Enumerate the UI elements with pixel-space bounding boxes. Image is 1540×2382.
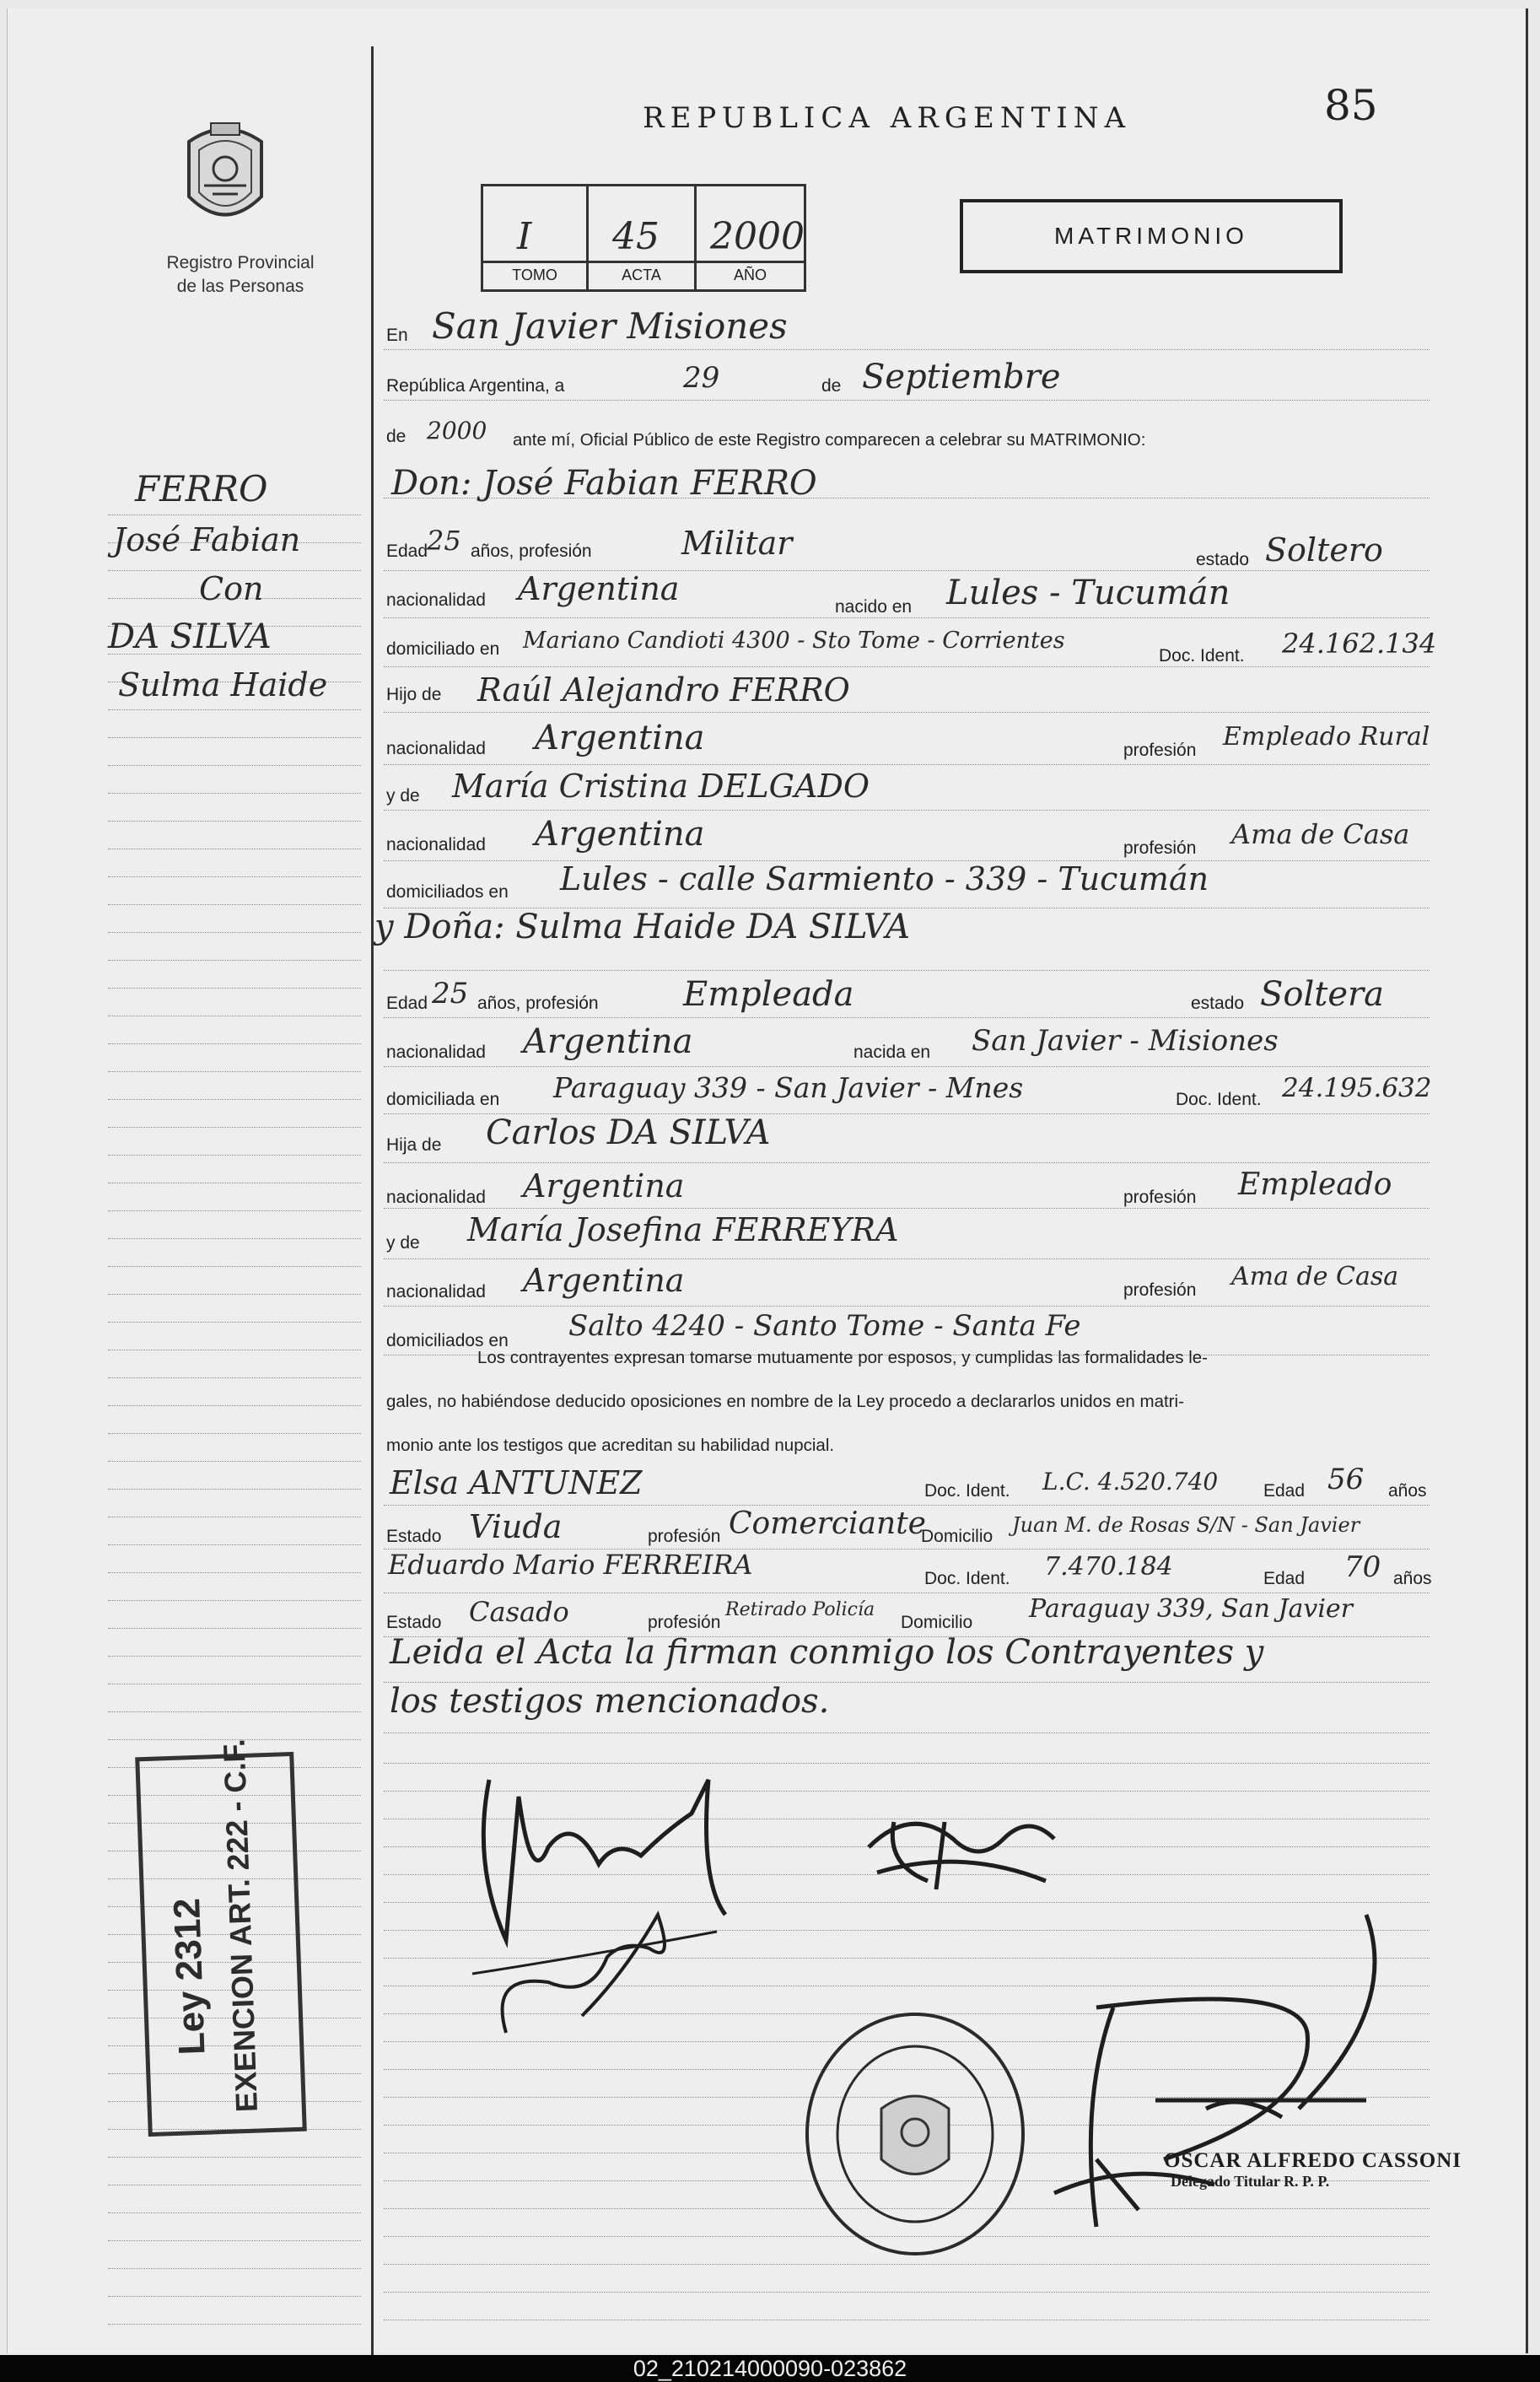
groom-age: 25 <box>427 525 461 557</box>
groom-name: Don: José Fabian FERRO <box>391 464 817 503</box>
witness1-profession-label: profesión <box>648 1527 721 1546</box>
witness2-id: 7.470.184 <box>1044 1552 1173 1582</box>
year-value: 2000 <box>427 417 487 445</box>
bride-age: 25 <box>432 977 469 1010</box>
bride-age-label: Edad <box>386 994 428 1013</box>
body-rule-line <box>384 349 1430 350</box>
witness2-age: 70 <box>1344 1550 1381 1584</box>
witness1-name: Elsa ANTUNEZ <box>390 1464 643 1501</box>
document-type-box <box>960 199 1343 273</box>
margin-note-con: Con <box>199 570 264 607</box>
exemption-stamp-line-1: Ley 2312 <box>166 1897 213 2056</box>
groom-address: Mariano Candioti 4300 - Sto Tome - Corrientes <box>523 628 1065 654</box>
body-rule-line <box>384 1592 1430 1593</box>
witness2-age-label: Edad <box>1263 1569 1306 1588</box>
bride-civil-label: estado <box>1191 994 1245 1013</box>
place-value: San Javier Misiones <box>432 305 788 347</box>
bride-address: Paraguay 339 - San Javier - Mnes <box>553 1071 1024 1104</box>
body-rule-line <box>384 617 1430 618</box>
witness2-domicile-label: Domicilio <box>901 1613 973 1632</box>
groom-father: Raúl Alejandro FERRO <box>477 671 850 709</box>
reference-acta-cell <box>589 186 697 289</box>
tomo-label: TOMO <box>483 261 586 284</box>
witness1-age-label: Edad <box>1263 1481 1306 1501</box>
groom-father-profession: Empleado Rural <box>1223 722 1430 752</box>
groom-signature <box>455 1763 742 2041</box>
body-rule-line <box>384 1258 1430 1259</box>
date-label: República Argentina, a <box>386 376 565 396</box>
witness1-age-suffix: años <box>1388 1481 1427 1501</box>
witness2-id-label: Doc. Ident. <box>924 1569 1010 1588</box>
bride-born: San Javier - Misiones <box>972 1024 1279 1058</box>
witness1-domicile-label: Domicilio <box>921 1527 993 1546</box>
margin-divider <box>371 46 374 2358</box>
groom-nationality: Argentina <box>518 570 680 607</box>
reference-anio-cell <box>697 186 804 289</box>
exemption-stamp-line-2: EXENCION ART. 222 - C.F. <box>216 1738 264 2113</box>
witness1-estado-label: Estado <box>386 1527 442 1546</box>
groom-profession: Militar <box>681 525 793 562</box>
declaration-line-2: gales, no habiéndose deducido oposiciones en nombre de la Ley procedo a declararlos unidos en matri- <box>386 1392 1184 1411</box>
registry-line-2: de las Personas <box>176 277 304 296</box>
declaration-line-1: Los contrayentes expresan tomarse mutuamente por esposos, y cumplidas las formalidades le- <box>477 1348 1208 1367</box>
bride-address-label: domiciliada en <box>386 1090 500 1109</box>
groom-age-label: Edad <box>386 542 428 561</box>
body-rule-line <box>384 666 1430 667</box>
body-rule-line <box>384 1066 1430 1067</box>
bride-parents-address-label: domiciliados en <box>386 1331 509 1350</box>
bride-father-profession: Empleado <box>1238 1167 1392 1202</box>
body-rule-line <box>384 1306 1430 1307</box>
bride-father-label: Hija de <box>386 1135 442 1155</box>
body-rule-line <box>384 970 1430 971</box>
groom-mother-label: y de <box>386 786 420 806</box>
margin-note-given-2: Sulma Haide <box>118 666 328 703</box>
registry-line-1: Registro Provincial <box>166 253 315 272</box>
bride-father-nationality-label: nacionalidad <box>386 1188 486 1207</box>
bride-mother-label: y de <box>386 1233 420 1253</box>
bride-mother-nationality-label: nacionalidad <box>386 1282 486 1301</box>
witness1-profession: Comerciante <box>729 1506 926 1541</box>
witness1-id: L.C. 4.520.740 <box>1042 1468 1219 1495</box>
country-title: REPUBLICA ARGENTINA <box>643 101 1132 135</box>
witness2-profession: Retirado Policía <box>725 1599 875 1620</box>
margin-note-given: José Fabian <box>113 521 301 558</box>
closing-line-1: Leida el Acta la firman conmigo los Contrayentes y <box>390 1633 1264 1672</box>
groom-parents-address: Lules - calle Sarmiento - 339 - Tucumán <box>560 860 1209 897</box>
document-type-label: MATRIMONIO <box>1054 223 1248 249</box>
closing-line-2: los testigos mencionados. <box>390 1682 830 1721</box>
body-rule-line <box>384 1505 1430 1506</box>
reference-box <box>481 184 806 292</box>
witness1-estado: Viuda <box>469 1508 563 1545</box>
month-value: Septiembre <box>862 358 1061 396</box>
bride-mother-profession: Ama de Casa <box>1231 1262 1399 1291</box>
witness2-estado-label: Estado <box>386 1613 442 1632</box>
bride-profession: Empleada <box>683 975 854 1014</box>
anio-label: AÑO <box>697 261 804 284</box>
groom-id: 24.162.134 <box>1282 628 1437 660</box>
groom-father-profession-label: profesión <box>1123 741 1197 760</box>
body-rule-line <box>384 810 1430 811</box>
place-label: En <box>386 326 408 345</box>
groom-age-suffix: años, profesión <box>471 542 592 561</box>
bride-born-label: nacida en <box>853 1043 931 1062</box>
bride-mother: María Josefina FERREYRA <box>467 1211 899 1248</box>
intro-text: ante mí, Oficial Público de este Registro comparecen a celebrar su MATRIMONIO: <box>513 430 1146 450</box>
footer-code: 02_210214000090-023862 <box>633 2356 907 2381</box>
groom-born-label: nacido en <box>835 597 913 617</box>
bride-id: 24.195.632 <box>1282 1073 1432 1103</box>
groom-mother: María Cristina DELGADO <box>452 768 870 805</box>
day-value: 29 <box>683 361 720 395</box>
registry-name <box>118 251 363 299</box>
body-rule-line <box>384 2264 1430 2265</box>
groom-father-nationality-label: nacionalidad <box>386 739 486 758</box>
official-title: Delegado Titular R. P. P. <box>1171 2173 1330 2190</box>
groom-nationality-label: nacionalidad <box>386 590 486 610</box>
official-name: OSCAR ALFREDO CASSONI <box>1164 2149 1462 2172</box>
bride-parents-address: Salto 4240 - Santo Tome - Santa Fe <box>568 1309 1081 1343</box>
registry-seal <box>801 2007 1029 2261</box>
witness2-domicile: Paraguay 339, San Javier <box>1029 1594 1354 1624</box>
margin-note-surname-2: DA SILVA <box>108 617 272 656</box>
groom-mother-profession-label: profesión <box>1123 838 1197 858</box>
bride-mother-profession-label: profesión <box>1123 1280 1197 1300</box>
acta-value: 45 <box>612 215 660 258</box>
groom-mother-nationality: Argentina <box>535 815 705 854</box>
bride-name: y Doña: Sulma Haide DA SILVA <box>374 908 910 946</box>
body-rule-line <box>384 712 1430 713</box>
body-rule-line <box>384 1017 1430 1018</box>
coat-of-arms-emblem <box>179 116 272 234</box>
groom-born: Lules - Tucumán <box>946 574 1230 612</box>
witness1-age: 56 <box>1327 1463 1365 1496</box>
body-rule-line <box>384 1208 1430 1209</box>
anio-value: 2000 <box>710 215 805 258</box>
bride-signature <box>860 1788 1063 1898</box>
witness1-domicile: Juan M. de Rosas S/N - San Javier <box>1012 1513 1360 1537</box>
groom-mother-nationality-label: nacionalidad <box>386 835 486 854</box>
acta-label: ACTA <box>589 261 694 284</box>
reference-tomo-cell <box>483 186 589 289</box>
footer-code-bar <box>0 2355 1540 2382</box>
groom-civil-label: estado <box>1196 550 1250 569</box>
witness2-age-suffix: años <box>1393 1569 1432 1588</box>
witness2-profession-label: profesión <box>648 1613 721 1632</box>
body-rule-line <box>384 764 1430 765</box>
bride-mother-nationality: Argentina <box>523 1262 685 1299</box>
bride-id-label: Doc. Ident. <box>1176 1090 1262 1109</box>
tomo-value: I <box>517 215 532 258</box>
official-signature <box>1046 1906 1417 2244</box>
bride-civil: Soltera <box>1260 975 1384 1014</box>
declaration-line-3: monio ante los testigos que acreditan su habilidad nupcial. <box>386 1436 835 1455</box>
body-rule-line <box>384 2292 1430 2293</box>
bride-father-profession-label: profesión <box>1123 1188 1197 1207</box>
month-prefix: de <box>821 376 842 396</box>
groom-father-label: Hijo de <box>386 685 442 704</box>
exemption-stamp <box>135 1738 307 2137</box>
bride-nationality: Argentina <box>523 1022 693 1061</box>
body-rule-line <box>384 1162 1430 1163</box>
bride-age-suffix: años, profesión <box>477 994 599 1013</box>
page-number: 85 <box>1324 81 1378 130</box>
year-prefix: de <box>386 427 407 446</box>
groom-id-label: Doc. Ident. <box>1159 646 1245 666</box>
bride-father-nationality: Argentina <box>523 1167 685 1204</box>
witness2-name: Eduardo Mario FERREIRA <box>388 1549 753 1581</box>
official-name-stamp <box>1164 2149 1462 2191</box>
groom-civil: Soltero <box>1265 531 1383 569</box>
groom-address-label: domiciliado en <box>386 639 500 659</box>
witness1-id-label: Doc. Ident. <box>924 1481 1010 1501</box>
groom-parents-address-label: domiciliados en <box>386 882 509 902</box>
witness2-estado: Casado <box>469 1596 569 1628</box>
body-rule-line <box>384 400 1430 401</box>
margin-note-surname: FERRO <box>135 468 268 509</box>
bride-father: Carlos DA SILVA <box>486 1113 771 1152</box>
groom-father-nationality: Argentina <box>535 719 705 757</box>
bride-nationality-label: nacionalidad <box>386 1043 486 1062</box>
groom-mother-profession: Ama de Casa <box>1231 818 1410 850</box>
